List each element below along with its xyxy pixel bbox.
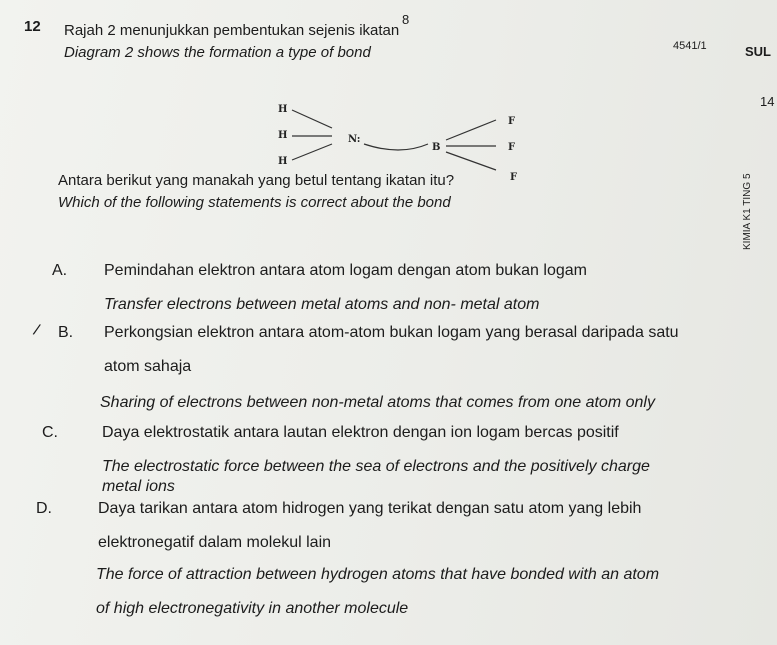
intro-en: Diagram 2 shows the formation a type of bond bbox=[64, 44, 371, 61]
option-d-en: The force of attraction between hydrogen atoms that have bonded with an atom bbox=[96, 566, 660, 583]
paper-code: 4541/1 bbox=[673, 40, 707, 52]
dative-bond bbox=[364, 144, 428, 150]
atom-f-middle: F bbox=[508, 142, 516, 153]
option-a-en: Transfer electrons between metal atoms and non- metal atom bbox=[104, 296, 540, 313]
side-number: 14 bbox=[760, 94, 775, 109]
option-d-bm-line2: elektronegatif dalam molekul lain bbox=[98, 534, 332, 551]
option-b-bm-line2: atom sahaja bbox=[104, 358, 192, 375]
atom-b: B bbox=[432, 142, 441, 153]
atom-f-bottom: F bbox=[510, 172, 518, 183]
option-c-en-line2: metal ions bbox=[102, 478, 175, 495]
option-a-letter: A. bbox=[52, 262, 68, 279]
option-c-en: The electrostatic force between the sea of electrons and the positively charge bbox=[102, 458, 650, 475]
atom-n: N: bbox=[348, 134, 361, 145]
option-c-bm: Daya elektrostatik antara lautan elektron dengan ion logam bercas positif bbox=[102, 424, 619, 441]
option-d-letter: D. bbox=[36, 500, 52, 517]
bond-f-top bbox=[446, 120, 496, 140]
bond-f-bottom bbox=[446, 152, 496, 170]
page-number: 8 bbox=[402, 12, 410, 27]
answer-tick-mark: / bbox=[31, 321, 42, 340]
atom-h-bottom: H bbox=[278, 156, 288, 167]
stem-bm: Antara berikut yang manakah yang betul tentang ikatan itu? bbox=[58, 172, 455, 189]
question-number: 12 bbox=[24, 18, 41, 35]
bond-h-top bbox=[292, 110, 332, 128]
atom-f-top: F bbox=[508, 116, 516, 127]
atom-h-middle: H bbox=[278, 130, 288, 141]
intro-bm: Rajah 2 menunjukkan pembentukan sejenis ikatan bbox=[64, 22, 400, 39]
side-tab: KIMIA K1 TING 5 bbox=[742, 173, 753, 250]
option-a-bm: Pemindahan elektron antara atom logam dengan atom bukan logam bbox=[104, 262, 587, 279]
option-b-en: Sharing of electrons between non-metal atoms that comes from one atom only bbox=[100, 394, 655, 411]
bond-diagram bbox=[240, 90, 540, 185]
right-label: SUL bbox=[745, 44, 771, 59]
atom-h-top: H bbox=[278, 104, 288, 115]
bond-h-bottom bbox=[292, 144, 332, 160]
stem-en: Which of the following statements is correct about the bond bbox=[58, 194, 451, 211]
option-d-en-line2: of high electronegativity in another molecule bbox=[96, 600, 409, 617]
option-b-bm: Perkongsian elektron antara atom-atom bukan logam yang berasal daripada satu bbox=[104, 324, 679, 341]
option-c-letter: C. bbox=[42, 424, 58, 441]
option-d-bm: Daya tarikan antara atom hidrogen yang terikat dengan satu atom yang lebih bbox=[98, 500, 642, 517]
option-b-letter: B. bbox=[58, 324, 74, 341]
